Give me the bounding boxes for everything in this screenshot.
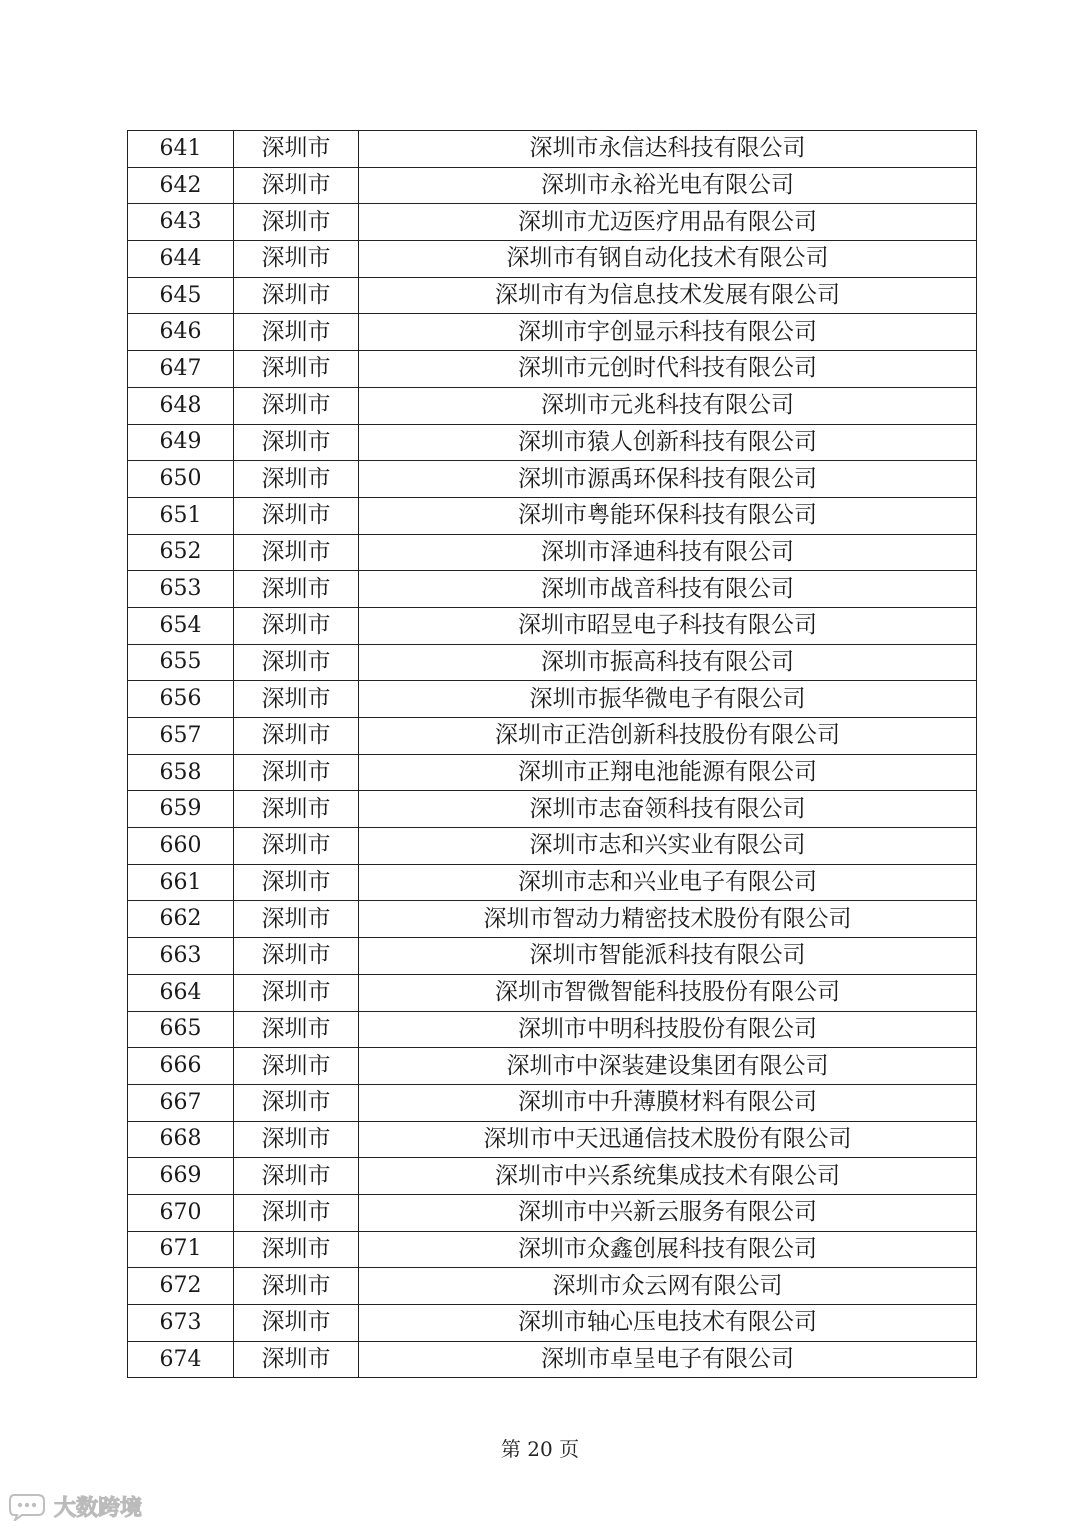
row-city: 深圳市	[234, 424, 359, 461]
row-number: 661	[128, 864, 234, 901]
row-company: 深圳市源禹环保科技有限公司	[359, 461, 977, 498]
row-city: 深圳市	[234, 167, 359, 204]
row-city: 深圳市	[234, 1194, 359, 1231]
row-number: 668	[128, 1121, 234, 1158]
row-city: 深圳市	[234, 1121, 359, 1158]
row-number: 646	[128, 314, 234, 351]
table-row	[128, 534, 977, 571]
row-number: 648	[128, 387, 234, 424]
row-company: 深圳市振高科技有限公司	[359, 644, 977, 681]
row-city: 深圳市	[234, 828, 359, 865]
table-row	[128, 607, 977, 644]
table-row	[128, 1231, 977, 1268]
table-row	[128, 1268, 977, 1305]
row-number: 650	[128, 461, 234, 498]
row-company: 深圳市永信达科技有限公司	[359, 131, 977, 168]
row-company: 深圳市泽迪科技有限公司	[359, 534, 977, 571]
row-city: 深圳市	[234, 718, 359, 755]
row-company: 深圳市智动力精密技术股份有限公司	[359, 901, 977, 938]
row-city: 深圳市	[234, 1158, 359, 1195]
row-number: 674	[128, 1341, 234, 1378]
row-number: 649	[128, 424, 234, 461]
row-company: 深圳市中兴系统集成技术有限公司	[359, 1158, 977, 1195]
table-row	[128, 938, 977, 975]
row-city: 深圳市	[234, 607, 359, 644]
row-number: 673	[128, 1305, 234, 1342]
table-row	[128, 1305, 977, 1342]
row-city: 深圳市	[234, 1341, 359, 1378]
row-company: 深圳市中升薄膜材料有限公司	[359, 1084, 977, 1121]
table-row	[128, 974, 977, 1011]
row-city: 深圳市	[234, 791, 359, 828]
table-row	[128, 754, 977, 791]
row-number: 665	[128, 1011, 234, 1048]
row-number: 653	[128, 571, 234, 608]
table-row	[128, 387, 977, 424]
row-company: 深圳市志奋领科技有限公司	[359, 791, 977, 828]
row-city: 深圳市	[234, 681, 359, 718]
row-city: 深圳市	[234, 534, 359, 571]
row-city: 深圳市	[234, 1305, 359, 1342]
row-company: 深圳市永裕光电有限公司	[359, 167, 977, 204]
row-company: 深圳市志和兴实业有限公司	[359, 828, 977, 865]
row-number: 663	[128, 938, 234, 975]
row-number: 670	[128, 1194, 234, 1231]
watermark-text: 大数跨境	[54, 1495, 143, 1521]
row-number: 656	[128, 681, 234, 718]
row-company: 深圳市智微智能科技股份有限公司	[359, 974, 977, 1011]
row-company: 深圳市元兆科技有限公司	[359, 387, 977, 424]
row-company: 深圳市昭昱电子科技有限公司	[359, 607, 977, 644]
row-number: 643	[128, 204, 234, 241]
table-row	[128, 571, 977, 608]
row-number: 644	[128, 241, 234, 278]
row-number: 655	[128, 644, 234, 681]
row-city: 深圳市	[234, 1084, 359, 1121]
row-company: 深圳市中兴新云服务有限公司	[359, 1194, 977, 1231]
row-company: 深圳市中深装建设集团有限公司	[359, 1048, 977, 1085]
row-company: 深圳市战音科技有限公司	[359, 571, 977, 608]
row-number: 666	[128, 1048, 234, 1085]
row-number: 657	[128, 718, 234, 755]
row-number: 641	[128, 131, 234, 168]
row-company: 深圳市有钢自动化技术有限公司	[359, 241, 977, 278]
row-number: 645	[128, 277, 234, 314]
table-row	[128, 681, 977, 718]
row-number: 672	[128, 1268, 234, 1305]
table-row	[128, 241, 977, 278]
row-company: 深圳市有为信息技术发展有限公司	[359, 277, 977, 314]
row-number: 662	[128, 901, 234, 938]
row-company: 深圳市振华微电子有限公司	[359, 681, 977, 718]
table-row	[128, 718, 977, 755]
row-company: 深圳市智能派科技有限公司	[359, 938, 977, 975]
row-city: 深圳市	[234, 461, 359, 498]
row-city: 深圳市	[234, 131, 359, 168]
row-city: 深圳市	[234, 901, 359, 938]
page-number: 第 20 页	[500, 1437, 580, 1461]
row-company: 深圳市卓呈电子有限公司	[359, 1341, 977, 1378]
row-city: 深圳市	[234, 314, 359, 351]
row-city: 深圳市	[234, 204, 359, 241]
row-city: 深圳市	[234, 1011, 359, 1048]
table-row	[128, 424, 977, 461]
row-company: 深圳市猿人创新科技有限公司	[359, 424, 977, 461]
row-company: 深圳市尤迈医疗用品有限公司	[359, 204, 977, 241]
row-city: 深圳市	[234, 1231, 359, 1268]
row-city: 深圳市	[234, 938, 359, 975]
table-row	[128, 497, 977, 534]
row-number: 652	[128, 534, 234, 571]
row-city: 深圳市	[234, 571, 359, 608]
row-number: 664	[128, 974, 234, 1011]
table-row	[128, 461, 977, 498]
row-city: 深圳市	[234, 754, 359, 791]
row-city: 深圳市	[234, 974, 359, 1011]
table-row	[128, 131, 977, 168]
row-company: 深圳市粤能环保科技有限公司	[359, 497, 977, 534]
row-city: 深圳市	[234, 1268, 359, 1305]
row-company: 深圳市正翔电池能源有限公司	[359, 754, 977, 791]
row-company: 深圳市正浩创新科技股份有限公司	[359, 718, 977, 755]
row-number: 651	[128, 497, 234, 534]
row-company: 深圳市众云网有限公司	[359, 1268, 977, 1305]
row-number: 658	[128, 754, 234, 791]
row-company: 深圳市宇创显示科技有限公司	[359, 314, 977, 351]
row-company: 深圳市中明科技股份有限公司	[359, 1011, 977, 1048]
table-row	[128, 1158, 977, 1195]
row-number: 654	[128, 607, 234, 644]
table-row	[128, 1341, 977, 1378]
table-row	[128, 204, 977, 241]
table-row	[128, 1121, 977, 1158]
row-city: 深圳市	[234, 644, 359, 681]
watermark	[8, 1486, 142, 1526]
table-row	[128, 1084, 977, 1121]
table-row	[128, 277, 977, 314]
row-company: 深圳市中天迅通信技术股份有限公司	[359, 1121, 977, 1158]
row-company: 深圳市志和兴业电子有限公司	[359, 864, 977, 901]
table-row	[128, 1011, 977, 1048]
table-row	[128, 644, 977, 681]
table-row	[128, 351, 977, 388]
row-number: 647	[128, 351, 234, 388]
row-city: 深圳市	[234, 241, 359, 278]
table-row	[128, 791, 977, 828]
table-row	[128, 901, 977, 938]
row-number: 669	[128, 1158, 234, 1195]
row-company: 深圳市元创时代科技有限公司	[359, 351, 977, 388]
row-city: 深圳市	[234, 277, 359, 314]
row-number: 642	[128, 167, 234, 204]
row-number: 660	[128, 828, 234, 865]
table-row	[128, 864, 977, 901]
row-number: 659	[128, 791, 234, 828]
row-city: 深圳市	[234, 864, 359, 901]
table-row	[128, 1048, 977, 1085]
row-city: 深圳市	[234, 497, 359, 534]
table-row	[128, 828, 977, 865]
table-row	[128, 167, 977, 204]
row-city: 深圳市	[234, 1048, 359, 1085]
row-city: 深圳市	[234, 351, 359, 388]
table-row	[128, 314, 977, 351]
table-body	[128, 131, 977, 1378]
table-row	[128, 1194, 977, 1231]
company-list-table	[127, 130, 977, 1378]
row-number: 667	[128, 1084, 234, 1121]
row-company: 深圳市轴心压电技术有限公司	[359, 1305, 977, 1342]
row-company: 深圳市众鑫创展科技有限公司	[359, 1231, 977, 1268]
chat-bubble-icon	[8, 1491, 48, 1521]
row-number: 671	[128, 1231, 234, 1268]
row-city: 深圳市	[234, 387, 359, 424]
